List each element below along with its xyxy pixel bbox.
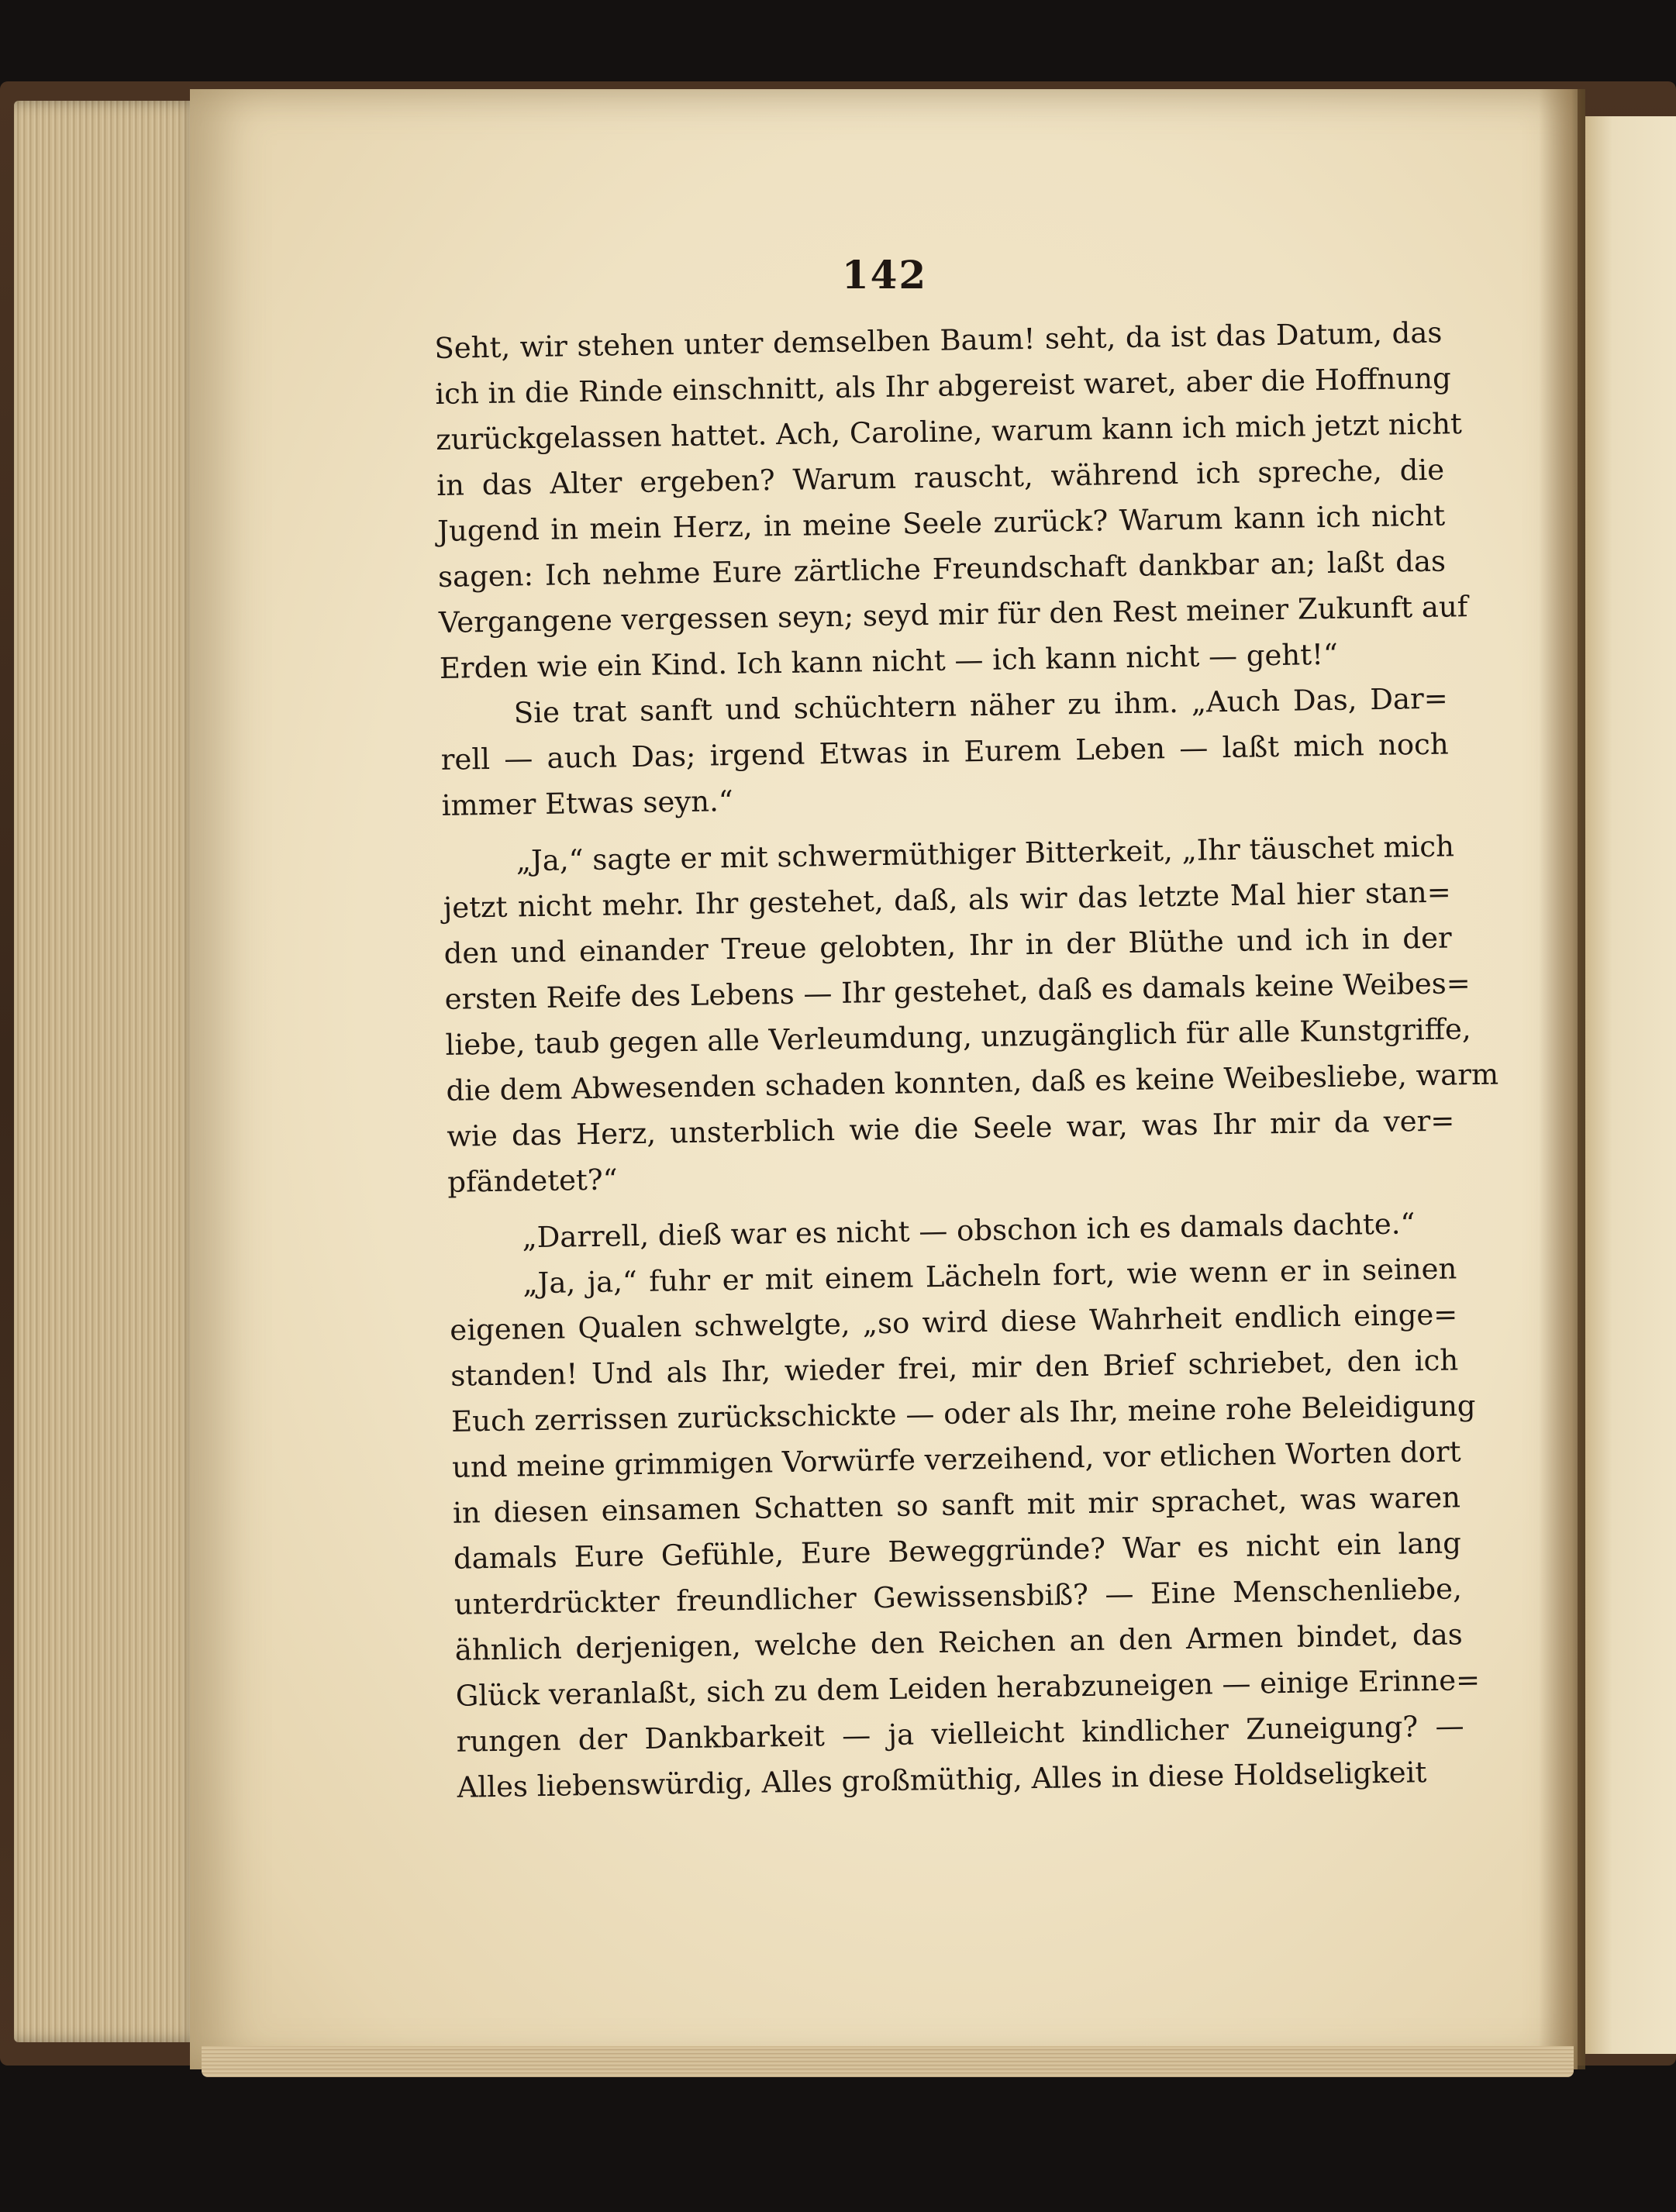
paragraph [442,823,1499,1204]
text-line: Erden wie ein Kind. Ich kann nicht — ich kann nicht — geht!“ [439,637,1339,685]
page-number: 142 [841,252,928,298]
text-line: in diesen einsamen Schatten so sanft mit mir sprachet, was waren [452,1480,1461,1530]
text-line: jetzt nicht mehr. Ihr gestehet, daß, als wir das letzte Mal hier stan= [443,875,1451,925]
text-line: Seht, wir stehen unter demselben Baum! seht, da ist das Datum, das [434,315,1443,365]
text-line: pfändetet?“ [447,1163,618,1199]
paragraph [440,676,1450,829]
text-line: den und einander Treue gelobten, Ihr in der Blüthe und ich in der [443,921,1452,970]
text-line: Sie trat sanft und schüchtern näher zu ihm. „Auch Das, Dar= [513,681,1449,730]
facing-page [1585,116,1676,2054]
text-line: damals Eure Gefühle, Eure Beweggründe? War es nicht ein lang [453,1526,1462,1576]
page-edges-bottom [202,2046,1574,2077]
text-line: liebe, taub gegen alle Verleumdung, unzugänglich für alle Kunstgriffe, [445,1012,1471,1062]
body-text [434,310,1499,1811]
text-line: immer Etwas seyn.“ [441,784,734,822]
text-line: die dem Abwesenden schaden konnten, daß es keine Weibesliebe, warm [446,1057,1499,1108]
text-line: „Ja,“ sagte er mit schwermüthiger Bitterkeit, „Ihr täuschet mich [516,829,1455,878]
text-line: wie das Herz, unsterblich wie die Seele war, was Ihr mir da ver= [447,1104,1455,1153]
text-line: rell — auch Das; irgend Etwas in Eurem Leben — laßt mich noch [440,727,1449,777]
text-line: ich in die Rinde einschnitt, als Ihr abgereist waret, aber die Hoffnung [435,361,1452,411]
text-line: ersten Reife des Lebens — Ihr gestehet, daß es damals keine Weibes= [444,966,1471,1016]
page-gutter [1539,89,1585,2069]
text-line: standen! Und als Ihr, wieder frei, mir den Brief schriebet, den ich [450,1343,1459,1393]
text-line: ähnlich derjenigen, welche den Reichen an den Armen bindet, das [454,1618,1464,1667]
text-line: Vergangene vergessen seyn; seyd mir für den Rest meiner Zukunft auf [438,590,1468,639]
text-line: Alles liebenswürdig, Alles großmüthig, Alles in diese Holdseligkeit [457,1755,1427,1804]
text-line: sagen: Ich nehme Eure zärtliche Freundschaft dankbar an; laßt das [437,544,1447,594]
text-line: in das Alter ergeben? Warum rauscht, während ich spreche, die [436,453,1445,502]
text-line: rungen der Dankbarkeit — ja vielleicht kindlicher Zuneigung? — [456,1709,1464,1759]
text-line: „Darrell, dieß war es nicht — obschon ich es damals dachte.“ [522,1207,1416,1255]
paragraph [449,1246,1481,1810]
text-line: zurückgelassen hattet. Ach, Caroline, warum kann ich mich jetzt nicht [435,407,1463,457]
text-line: Jugend in mein Herz, in meine Seele zurück? Warum kann ich nicht [436,498,1446,548]
paragraph [434,310,1468,691]
text-line: Glück veranlaßt, sich zu dem Leiden herabzuneigen — einige Erinne= [455,1663,1481,1713]
text-line: Euch zerrissen zurückschickte — oder als Ihr, meine rohe Beleidigung [450,1389,1476,1438]
text-line: unterdrückter freundlicher Gewissensbiß? — Eine Menschenliebe, [453,1572,1463,1621]
text-line: „Ja, ja,“ fuhr er mit einem Lächeln fort, wie wenn er in seinen [522,1252,1457,1301]
page-edges-left [14,101,200,2042]
text-line: eigenen Qualen schwelgte, „so wird diese Wahrheit endlich einge= [450,1297,1458,1347]
text-line: und meine grimmigen Vorwürfe verzeihend, vor etlichen Worten dort [451,1435,1461,1484]
